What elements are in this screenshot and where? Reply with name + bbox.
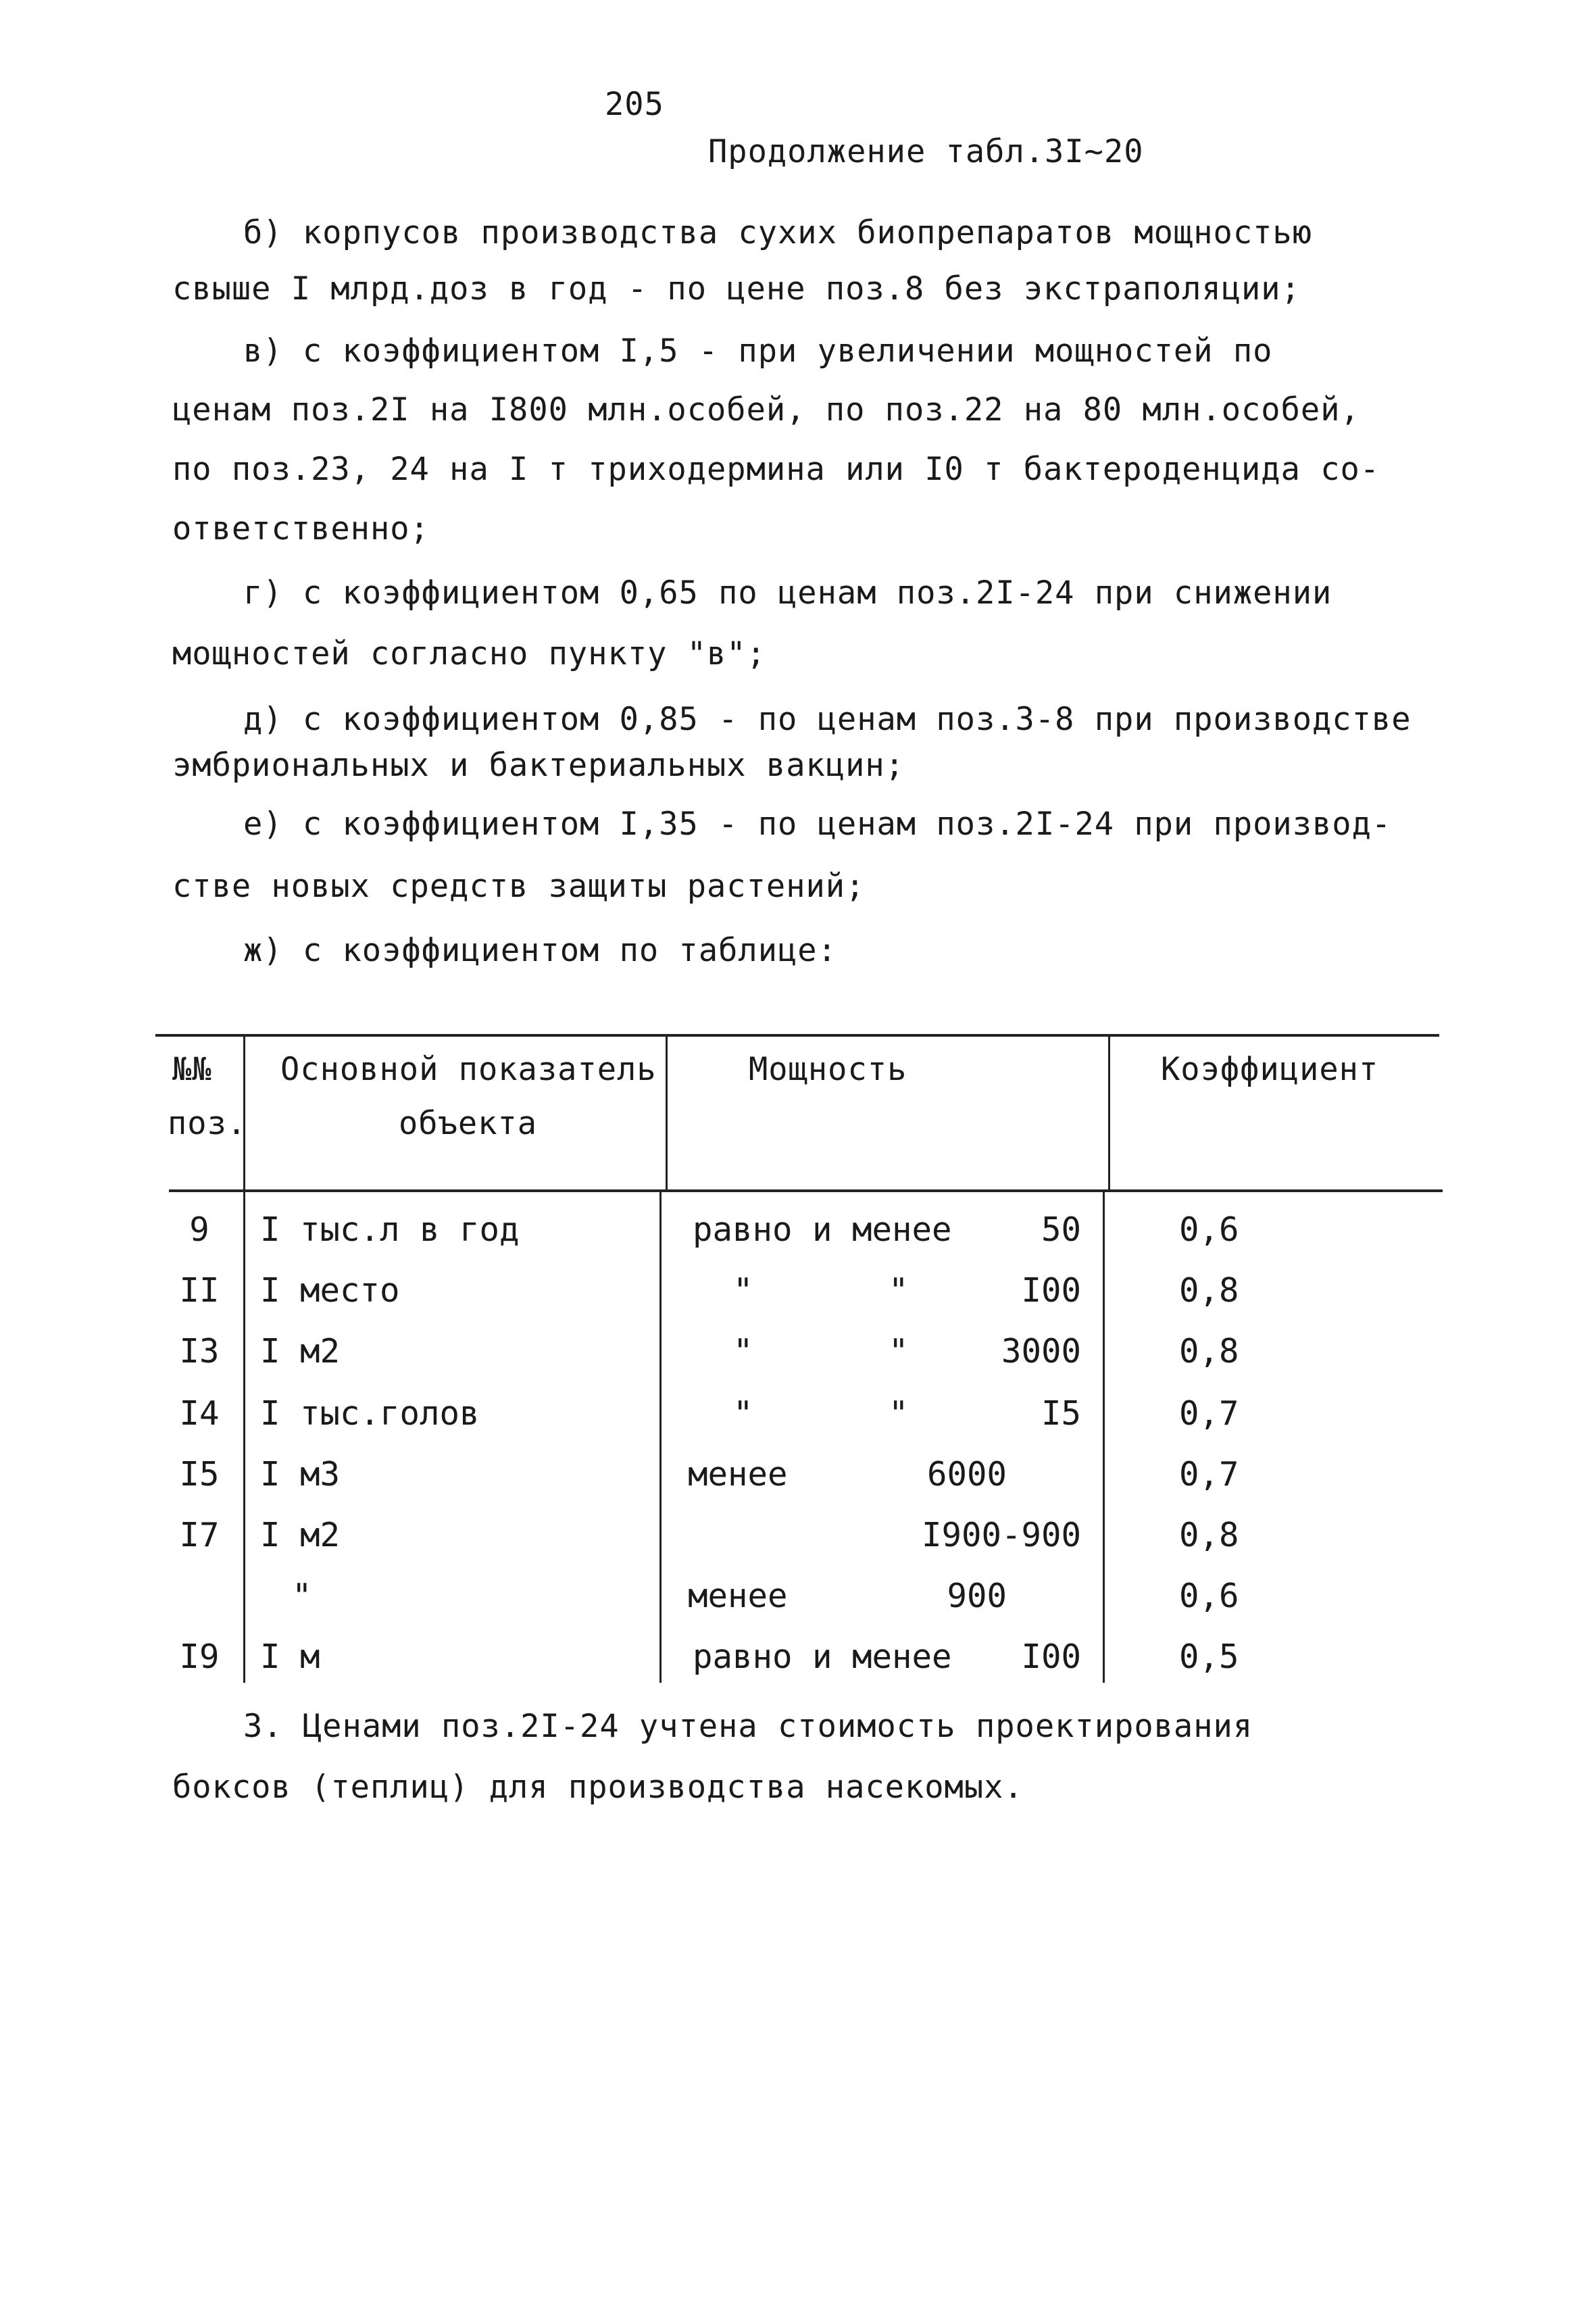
row-3-coefficient: 0,8	[1179, 1332, 1239, 1371]
paragraph-v-line-4: ответственно;	[172, 510, 430, 547]
row-1-capacity-value: 50	[1041, 1210, 1081, 1249]
table-col-divider-3	[1108, 1034, 1110, 1189]
header-pos-line-2: поз.	[168, 1105, 247, 1142]
paragraph-d-line-2: эмбриональных и бактериальных вакцин;	[172, 747, 905, 784]
footnote-line-1: 3. Ценами поз.2I-24 учтена стоимость проектирования	[243, 1708, 1253, 1745]
row-6-indicator: I м2	[260, 1516, 341, 1554]
header-capacity: Мощность	[749, 1051, 907, 1088]
table-continuation-label: Продолжение табл.3I~20	[708, 133, 1144, 170]
row-2-ditto-2: "	[889, 1271, 909, 1310]
row-1-pos: 9	[189, 1210, 209, 1249]
row-3-capacity-value: 3000	[1001, 1332, 1081, 1371]
paragraph-b-line-2: свыше I млрд.доз в год - по цене поз.8 без экстраполяции;	[172, 270, 1301, 307]
paragraph-g-line-2: мощностей согласно пункту "в";	[172, 635, 766, 672]
row-2-pos: II	[179, 1271, 220, 1310]
row-8-indicator: I м	[260, 1638, 320, 1676]
row-2-coefficient: 0,8	[1179, 1271, 1239, 1310]
row-6-pos: I7	[179, 1516, 220, 1554]
row-4-ditto-1: "	[733, 1394, 753, 1433]
header-pos-line-1: №№	[172, 1051, 212, 1088]
row-2-ditto-1: "	[733, 1271, 753, 1310]
row-8-capacity-qualifier: равно и менее	[693, 1638, 952, 1676]
row-5-indicator: I м3	[260, 1455, 341, 1494]
paragraph-d-line-1: д) с коэффициентом 0,85 - по ценам поз.3-8 при производстве	[243, 701, 1412, 738]
row-2-capacity-value: I00	[1021, 1271, 1081, 1310]
header-indicator-line-2: объекта	[399, 1105, 538, 1142]
row-3-ditto-1: "	[733, 1332, 753, 1371]
row-4-ditto-2: "	[889, 1394, 909, 1433]
paragraph-zh-line-1: ж) с коэффициентом по таблице:	[243, 932, 837, 969]
row-7-indicator-ditto: "	[292, 1577, 312, 1615]
row-1-coefficient: 0,6	[1179, 1210, 1239, 1249]
row-8-capacity-value: I00	[1021, 1638, 1081, 1676]
table-header-rule	[169, 1189, 1443, 1192]
paragraph-v-line-1: в) с коэффициентом I,5 - при увеличении мощностей по	[243, 333, 1273, 370]
row-6-coefficient: 0,8	[1179, 1516, 1239, 1554]
table-top-rule	[155, 1034, 1439, 1037]
footnote-line-2: боксов (теплиц) для производства насекомых.	[172, 1769, 1024, 1806]
paragraph-b-line-1: б) корпусов производства сухих биопрепаратов мощностью	[243, 214, 1313, 251]
row-5-pos: I5	[179, 1455, 220, 1494]
row-8-pos: I9	[179, 1638, 220, 1676]
row-3-indicator: I м2	[260, 1332, 341, 1371]
table-col-divider-2	[666, 1034, 668, 1189]
paragraph-v-line-2: ценам поз.2I на I800 млн.особей, по поз.22 на 80 млн.особей,	[172, 391, 1360, 428]
row-7-capacity-qualifier: менее	[688, 1577, 788, 1615]
row-3-pos: I3	[179, 1332, 220, 1371]
row-2-indicator: I место	[260, 1271, 400, 1310]
table-col-divider-2b	[659, 1189, 662, 1683]
row-4-pos: I4	[179, 1394, 220, 1433]
page-number: 205	[605, 86, 664, 123]
header-coefficient: Коэффициент	[1161, 1051, 1379, 1088]
table-col-divider-3b	[1103, 1189, 1105, 1683]
row-1-capacity-qualifier: равно и менее	[693, 1210, 952, 1249]
paragraph-v-line-3: по поз.23, 24 на I т триходермина или I0 т бактероденцида со-	[172, 451, 1380, 488]
row-5-coefficient: 0,7	[1179, 1455, 1239, 1494]
paragraph-e-line-2: стве новых средств защиты растений;	[172, 868, 866, 905]
row-7-coefficient: 0,6	[1179, 1577, 1239, 1615]
row-3-ditto-2: "	[889, 1332, 909, 1371]
row-4-coefficient: 0,7	[1179, 1394, 1239, 1433]
row-6-capacity-value: I900-900	[921, 1516, 1081, 1554]
header-indicator-line-1: Основной показатель	[280, 1051, 657, 1088]
row-5-capacity-value: 6000	[926, 1455, 1007, 1494]
paragraph-g-line-1: г) с коэффициентом 0,65 по ценам поз.2I-24 при снижении	[243, 574, 1332, 612]
row-1-indicator: I тыс.л в год	[260, 1210, 520, 1249]
row-5-capacity-qualifier: менее	[688, 1455, 788, 1494]
row-4-capacity-value: I5	[1041, 1394, 1081, 1433]
paragraph-e-line-1: е) с коэффициентом I,35 - по ценам поз.2I-24 при производ-	[243, 806, 1392, 843]
row-4-indicator: I тыс.голов	[260, 1394, 480, 1433]
row-8-coefficient: 0,5	[1179, 1638, 1239, 1676]
row-7-capacity-value: 900	[947, 1577, 1007, 1615]
